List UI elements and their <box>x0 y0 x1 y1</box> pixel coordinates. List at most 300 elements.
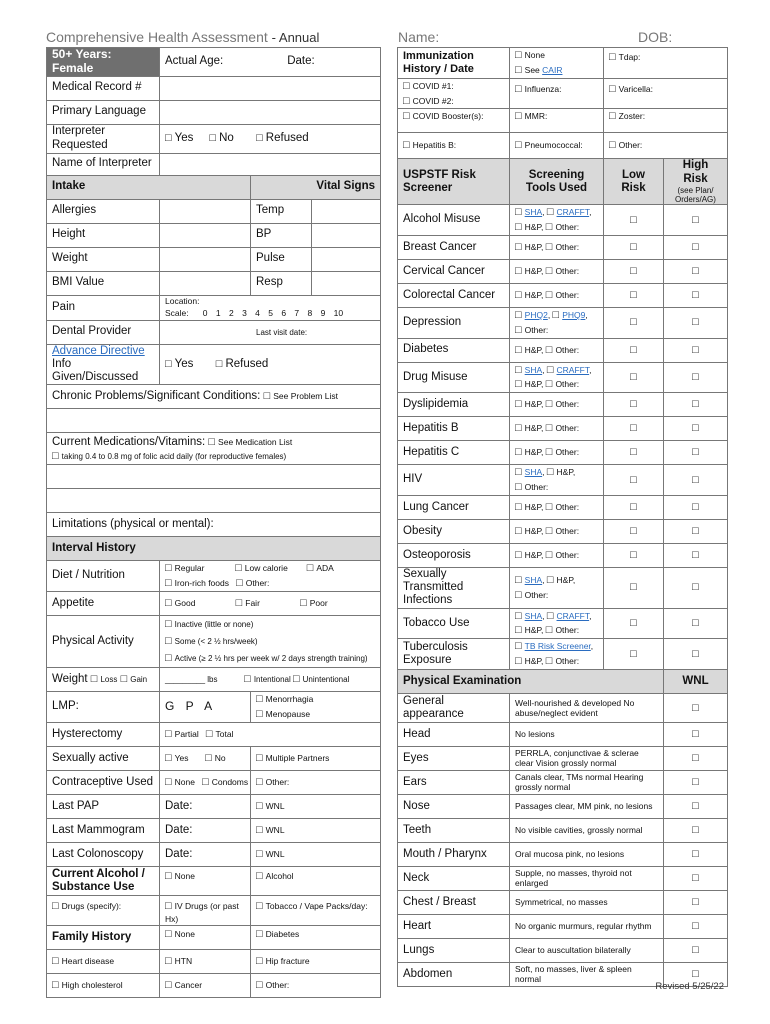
intake-header: Intake <box>47 175 251 199</box>
interpreter-no-checkbox[interactable]: □ No <box>209 132 233 144</box>
high-risk-checkbox[interactable]: □ <box>664 259 728 283</box>
dob-label: DOB: <box>638 29 673 45</box>
hp-checkbox[interactable]: □ H&P, <box>515 550 543 560</box>
exam-wnl-checkbox[interactable]: □ <box>664 938 728 962</box>
exam-row <box>398 890 728 914</box>
interpreter-refused-checkbox[interactable]: □ Refused <box>256 132 309 144</box>
weight-label: Weight <box>47 247 160 271</box>
hp-checkbox[interactable]: □ H&P, <box>515 502 543 512</box>
high-risk-checkbox[interactable]: □ <box>664 639 728 670</box>
imm-see-checkbox[interactable]: □ See <box>515 65 540 75</box>
family-other-cell <box>251 974 381 998</box>
diet-iron-rich-checkbox[interactable]: □ Iron-rich foods <box>165 578 229 588</box>
screening-tools-cell <box>510 235 604 259</box>
temp-field[interactable] <box>312 199 381 223</box>
low-risk-checkbox[interactable]: □ <box>604 519 664 543</box>
chronic-problems-blank[interactable] <box>47 409 381 433</box>
screener-label: Colorectal Cancer <box>398 283 510 307</box>
exam-label: General appearance <box>398 693 510 722</box>
low-risk-header: Low Risk <box>604 159 664 205</box>
diet-ada-checkbox[interactable]: □ ADA <box>307 563 334 573</box>
activity-some-checkbox[interactable]: □ Some (< 2 ½ hrs/week) <box>165 633 375 650</box>
sha-checkbox[interactable] <box>515 365 525 375</box>
high-risk-checkbox[interactable]: □ <box>664 283 728 307</box>
exam-wnl-checkbox[interactable]: □ <box>664 842 728 866</box>
tool-other-checkbox[interactable]: □ Other: <box>546 242 579 252</box>
high-risk-checkbox[interactable]: □ <box>664 393 728 417</box>
exam-wnl-checkbox[interactable]: □ <box>664 746 728 770</box>
contraceptive-options <box>160 770 251 794</box>
exam-wnl-checkbox[interactable]: □ <box>664 794 728 818</box>
lbs-field[interactable]: _________ lbs <box>165 675 218 685</box>
medical-record-field[interactable] <box>160 76 381 100</box>
high-risk-checkbox[interactable]: □ <box>664 567 728 608</box>
sha-checkbox[interactable] <box>515 467 525 477</box>
revised-date: Revised 5/25/22 <box>655 981 724 992</box>
dental-provider-label: Dental Provider <box>47 320 160 344</box>
height-label: Height <box>47 223 160 247</box>
low-risk-checkbox[interactable]: □ <box>604 259 664 283</box>
hp-checkbox[interactable]: □ H&P, <box>515 447 543 457</box>
family-other-checkbox[interactable]: □ Other: <box>256 980 289 990</box>
meds-blank-2[interactable] <box>47 489 381 513</box>
screener-row <box>398 362 728 393</box>
diet-other-checkbox[interactable]: □ Other: <box>236 578 269 588</box>
sha-checkbox[interactable] <box>515 611 525 621</box>
exam-wnl-checkbox[interactable]: □ <box>664 818 728 842</box>
screener-label: Dyslipidemia <box>398 393 510 417</box>
tool-other-checkbox[interactable]: □ Other: <box>546 379 579 389</box>
hp-checkbox[interactable]: □ H&P, <box>547 575 575 585</box>
bmi-label: BMI Value <box>47 271 160 295</box>
weight-change-cell <box>47 668 160 692</box>
high-risk-checkbox[interactable]: □ <box>664 338 728 362</box>
exam-wnl-checkbox[interactable]: □ <box>664 693 728 722</box>
last-pap-date[interactable]: Date: <box>160 794 251 818</box>
varicella-cell <box>604 78 728 109</box>
tool-other-checkbox[interactable]: □ Other: <box>515 590 548 600</box>
sexually-active-no-checkbox[interactable]: □ No <box>205 753 226 763</box>
low-risk-checkbox[interactable]: □ <box>604 417 664 441</box>
low-risk-checkbox[interactable]: □ <box>604 441 664 465</box>
exam-row <box>398 818 728 842</box>
tool-other-checkbox[interactable]: □ Other: <box>546 447 579 457</box>
exam-finding: Passages clear, MM pink, no lesions <box>510 794 664 818</box>
high-risk-checkbox[interactable]: □ <box>664 543 728 567</box>
low-risk-checkbox[interactable]: □ <box>604 283 664 307</box>
meds-blank-1[interactable] <box>47 465 381 489</box>
activity-inactive-checkbox[interactable]: □ Inactive (little or none) <box>165 616 375 633</box>
see-med-list-checkbox[interactable]: □ See Medication List <box>208 437 292 447</box>
cancer-cell <box>160 974 251 998</box>
high-risk-checkbox[interactable]: □ <box>664 608 728 639</box>
crafft-link[interactable]: CRAFFT <box>556 610 590 621</box>
screener-label: Hepatitis B <box>398 417 510 441</box>
pulse-field[interactable] <box>312 247 381 271</box>
crafft-link[interactable]: CRAFFT <box>556 364 590 375</box>
interpreter-yes-checkbox[interactable]: □ Yes <box>165 132 193 144</box>
influenza-cell <box>510 78 604 109</box>
family-diabetes-checkbox[interactable]: □ Diabetes <box>256 929 299 939</box>
form-title <box>46 29 319 45</box>
exam-finding: Soft, no masses, liver & spleen normal <box>510 962 664 986</box>
weight-change-label: Weight <box>52 672 88 685</box>
high-risk-checkbox[interactable]: □ <box>664 441 728 465</box>
screener-row <box>398 417 728 441</box>
screener-row <box>398 338 728 362</box>
low-risk-checkbox[interactable]: □ <box>604 338 664 362</box>
diet-regular-checkbox[interactable]: □ Regular <box>165 563 204 573</box>
drugs-checkbox[interactable]: □ Drugs (specify): <box>52 901 121 911</box>
bmi-field[interactable] <box>160 271 251 295</box>
screener-row <box>398 465 728 496</box>
crafft-checkbox[interactable] <box>547 207 557 217</box>
tool-other-checkbox[interactable]: □ Other: <box>546 345 579 355</box>
pneumococcal-checkbox[interactable]: □ Pneumococcal: <box>515 140 583 150</box>
screener-label: Lung Cancer <box>398 495 510 519</box>
family-diabetes-cell <box>251 926 381 950</box>
interpreter-requested-label: Interpreter Requested <box>47 124 160 153</box>
primary-language-field[interactable] <box>160 100 381 124</box>
weight-field[interactable] <box>160 247 251 271</box>
tool-other-checkbox[interactable]: □ Other: <box>515 325 548 335</box>
exam-label: Nose <box>398 794 510 818</box>
actual-age-label: Actual Age: <box>165 55 224 68</box>
last-colonoscopy-wnl-checkbox[interactable]: □ WNL <box>256 849 285 859</box>
bp-field[interactable] <box>312 223 381 247</box>
exam-label: Lungs <box>398 938 510 962</box>
lmp-label: LMP: <box>47 692 160 723</box>
hp-checkbox[interactable]: □ H&P, <box>515 290 543 300</box>
hp-checkbox[interactable]: □ H&P, <box>515 423 543 433</box>
diet-low-calorie-checkbox[interactable]: □ Low calorie <box>235 563 288 573</box>
screening-tools-cell: □ TB Risk Screener, □ H&P, □ Other: <box>510 639 604 670</box>
tool-other-checkbox[interactable]: □ Other: <box>546 222 579 232</box>
pain-scale-values: 0 1 2 3 4 5 6 7 8 9 10 <box>202 307 344 318</box>
menorrhagia-checkbox[interactable]: □ Menorrhagia <box>256 692 375 707</box>
temp-label: Temp <box>251 199 312 223</box>
hep-b-checkbox[interactable]: □ Hepatitis B: <box>403 140 456 150</box>
covid1-checkbox[interactable]: □ COVID #1: <box>403 79 504 94</box>
high-risk-checkbox[interactable]: □ <box>664 205 728 236</box>
advance-directive-cell <box>47 344 160 385</box>
hp-checkbox[interactable]: □ H&P, <box>515 656 543 666</box>
advance-directive-yes-checkbox[interactable]: □ Yes <box>165 358 193 370</box>
exam-row <box>398 722 728 746</box>
phq2-link[interactable]: PHQ2 <box>524 309 548 320</box>
hp-checkbox[interactable]: □ H&P, <box>515 625 543 635</box>
last-visit-date-label: Last visit date: <box>256 327 308 337</box>
tool-other-checkbox[interactable]: □ Other: <box>546 625 579 635</box>
exam-row <box>398 842 728 866</box>
dental-provider-field[interactable] <box>160 320 381 344</box>
sha-link[interactable]: SHA <box>524 574 543 585</box>
heart-disease-checkbox[interactable]: □ Heart disease <box>52 956 114 966</box>
exam-label: Neck <box>398 866 510 890</box>
current-meds-label: Current Medications/Vitamins: <box>52 436 206 448</box>
last-colonoscopy-date[interactable]: Date: <box>160 842 251 866</box>
last-mammogram-date[interactable]: Date: <box>160 818 251 842</box>
zoster-checkbox[interactable]: □ Zoster: <box>609 111 645 121</box>
last-pap-wnl-checkbox[interactable]: □ WNL <box>256 801 285 811</box>
tdap-checkbox[interactable]: □ Tdap: <box>609 52 640 62</box>
low-risk-checkbox[interactable]: □ <box>604 608 664 639</box>
hp-checkbox[interactable]: □ H&P, <box>515 345 543 355</box>
intentional-checkbox[interactable]: □ Intentional <box>244 675 291 684</box>
screening-tools-cell <box>510 495 604 519</box>
low-risk-checkbox[interactable]: □ <box>604 495 664 519</box>
tool-other-checkbox[interactable]: □ Other: <box>546 526 579 536</box>
gpa-field[interactable] <box>160 692 251 723</box>
exam-wnl-checkbox[interactable]: □ <box>664 722 728 746</box>
exam-finding: Supple, no masses, thyroid not enlarged <box>510 866 664 890</box>
appetite-poor-checkbox[interactable]: □ Poor <box>300 598 328 608</box>
screener-row <box>398 639 728 670</box>
screening-tools-cell <box>510 338 604 362</box>
low-risk-checkbox[interactable]: □ <box>604 307 664 338</box>
phq2-checkbox[interactable] <box>515 310 525 320</box>
actual-age-field[interactable] <box>160 48 381 77</box>
appetite-fair-checkbox[interactable]: □ Fair <box>236 598 260 608</box>
advance-directive-options <box>160 344 381 385</box>
exam-row <box>398 794 728 818</box>
tobacco-checkbox[interactable]: □ Tobacco / Vape Packs/day: <box>256 901 368 911</box>
family-none-cell <box>160 926 251 950</box>
tool-other-checkbox[interactable]: □ Other: <box>546 423 579 433</box>
high-risk-checkbox[interactable]: □ <box>664 362 728 393</box>
tool-other-checkbox[interactable]: □ Other: <box>546 399 579 409</box>
activity-active-checkbox[interactable]: □ Active (≥ 2 ½ hrs per week w/ 2 days strength training) <box>165 650 375 667</box>
sexually-active-options <box>160 746 251 770</box>
folic-acid-checkbox[interactable]: □ taking 0.4 to 0.8 mg of folic acid daily (for reproductive females) <box>52 452 286 461</box>
imm-other-checkbox[interactable]: □ Other: <box>609 140 642 150</box>
htn-checkbox[interactable]: □ HTN <box>165 956 192 966</box>
location-label: Location: <box>165 296 200 307</box>
limitations-row[interactable]: Limitations (physical or mental): <box>47 513 381 537</box>
varicella-checkbox[interactable]: □ Varicella: <box>609 84 653 94</box>
lmp-options <box>251 692 381 723</box>
covid-cell <box>398 78 510 109</box>
exam-finding: No visible cavities, grossly normal <box>510 818 664 842</box>
screener-row <box>398 393 728 417</box>
title-text: Comprehensive Health Assessment <box>46 29 268 45</box>
name-label: Name: <box>398 29 440 45</box>
multiple-partners-cell <box>251 746 381 770</box>
hysterectomy-partial-checkbox[interactable]: □ Partial <box>165 729 199 739</box>
exam-wnl-checkbox[interactable]: □ <box>664 770 728 794</box>
imm-other-cell <box>604 133 728 159</box>
allergies-field[interactable] <box>160 199 251 223</box>
resp-label: Resp <box>251 271 312 295</box>
last-colonoscopy-wnl-cell <box>251 842 381 866</box>
sha-checkbox[interactable] <box>515 575 525 585</box>
immunization-header: Immunization History / Date <box>398 48 510 79</box>
cair-link[interactable]: CAIR <box>542 64 563 75</box>
pulse-label: Pulse <box>251 247 312 271</box>
hep-b-cell <box>398 133 510 159</box>
resp-field[interactable] <box>312 271 381 295</box>
exam-label: Eyes <box>398 746 510 770</box>
alcohol-checkbox[interactable]: □ Alcohol <box>256 871 294 881</box>
sha-checkbox[interactable] <box>515 207 525 217</box>
pain-label: Pain <box>47 295 160 320</box>
screener-row <box>398 608 728 639</box>
screener-row <box>398 259 728 283</box>
high-risk-checkbox[interactable]: □ <box>664 519 728 543</box>
phq9-link[interactable]: PHQ9 <box>562 309 586 320</box>
screener-label: Drug Misuse <box>398 362 510 393</box>
exam-wnl-checkbox[interactable]: □ <box>664 866 728 890</box>
exam-finding: Canals clear, TMs normal Hearing grossly normal <box>510 770 664 794</box>
advance-directive-link[interactable]: Advance Directive <box>52 344 145 357</box>
screener-row <box>398 205 728 236</box>
high-risk-checkbox[interactable]: □ <box>664 307 728 338</box>
screening-tools-cell: □ SHA, □ CRAFFT, □ H&P, □ Other: <box>510 362 604 393</box>
hp-checkbox[interactable]: □ H&P, <box>515 399 543 409</box>
exam-wnl-checkbox[interactable]: □ <box>664 914 728 938</box>
hp-checkbox[interactable]: □ H&P, <box>515 242 543 252</box>
diet-options <box>160 561 381 592</box>
hp-checkbox[interactable]: □ H&P, <box>515 222 543 232</box>
allergies-label: Allergies <box>47 199 160 223</box>
screener-label: Tuberculosis Exposure <box>398 639 510 670</box>
crafft-checkbox[interactable] <box>547 611 557 621</box>
tool-other-checkbox[interactable]: □ Other: <box>515 482 548 492</box>
contraceptive-none-checkbox[interactable]: □ None <box>165 777 195 787</box>
screener-row <box>398 567 728 608</box>
age-group-header: 50+ Years: Female <box>47 48 160 77</box>
screener-label: Depression <box>398 307 510 338</box>
screener-label: Obesity <box>398 519 510 543</box>
high-risk-checkbox[interactable]: □ <box>664 465 728 496</box>
tool-other-checkbox[interactable]: □ Other: <box>546 502 579 512</box>
sha-link[interactable]: SHA <box>524 610 543 621</box>
height-field[interactable] <box>160 223 251 247</box>
low-risk-checkbox[interactable]: □ <box>604 362 664 393</box>
weight-change-options <box>160 668 381 692</box>
weight-loss-checkbox[interactable]: □ Loss <box>91 675 118 684</box>
last-pap-wnl-cell <box>251 794 381 818</box>
family-none-checkbox[interactable]: □ None <box>165 929 195 939</box>
hysterectomy-total-checkbox[interactable]: □ Total <box>206 729 234 739</box>
crafft-checkbox[interactable] <box>547 365 557 375</box>
tool-other-checkbox[interactable]: □ Other: <box>546 266 579 276</box>
tb-screener-link[interactable]: TB Risk Screener <box>524 641 591 652</box>
mmr-checkbox[interactable]: □ MMR: <box>515 111 547 121</box>
tool-other-checkbox[interactable]: □ Other: <box>546 290 579 300</box>
screener-row <box>398 441 728 465</box>
sha-link[interactable]: SHA <box>524 467 543 478</box>
pneumococcal-cell <box>510 133 604 159</box>
high-risk-checkbox[interactable]: □ <box>664 495 728 519</box>
mmr-cell <box>510 109 604 133</box>
hip-fracture-checkbox[interactable]: □ Hip fracture <box>256 956 310 966</box>
advance-directive-refused-checkbox[interactable]: □ Refused <box>216 358 269 370</box>
crafft-link[interactable]: CRAFFT <box>556 207 590 218</box>
family-history-header: Family History <box>47 926 160 950</box>
menopause-checkbox[interactable]: □ Menopause <box>256 707 375 722</box>
multiple-partners-checkbox[interactable]: □ Multiple Partners <box>256 753 329 763</box>
exam-wnl-checkbox[interactable]: □ <box>664 962 728 986</box>
last-pap-label: Last PAP <box>47 794 160 818</box>
current-meds-row[interactable] <box>47 433 381 465</box>
chronic-problems-row[interactable] <box>47 385 381 409</box>
exam-wnl-checkbox[interactable]: □ <box>664 890 728 914</box>
exam-finding: Oral mucosa pink, no lesions <box>510 842 664 866</box>
covid-booster-checkbox[interactable]: □ COVID Booster(s): <box>403 111 484 121</box>
weight-gain-checkbox[interactable]: □ Gain <box>121 675 148 684</box>
hp-checkbox[interactable]: □ H&P, <box>515 379 543 389</box>
exam-label: Head <box>398 722 510 746</box>
see-problem-list-checkbox[interactable]: □ See Problem List <box>264 391 338 401</box>
imm-none-checkbox[interactable]: □ None <box>515 48 598 63</box>
low-risk-checkbox[interactable]: □ <box>604 567 664 608</box>
pain-field[interactable] <box>160 295 381 320</box>
low-risk-checkbox[interactable]: □ <box>604 465 664 496</box>
last-mammogram-label: Last Mammogram <box>47 818 160 842</box>
phq9-checkbox[interactable] <box>553 310 563 320</box>
appetite-good-checkbox[interactable]: □ Good <box>165 598 195 608</box>
screener-label: Breast Cancer <box>398 235 510 259</box>
low-risk-checkbox[interactable]: □ <box>604 235 664 259</box>
hp-checkbox[interactable]: □ H&P, <box>547 467 575 477</box>
high-risk-checkbox[interactable]: □ <box>664 417 728 441</box>
high-risk-checkbox[interactable]: □ <box>664 235 728 259</box>
low-risk-checkbox[interactable]: □ <box>604 393 664 417</box>
high-risk-label: High Risk <box>682 159 709 185</box>
exam-row <box>398 866 728 890</box>
screening-tools-header: Screening Tools Used <box>510 159 604 205</box>
low-risk-checkbox[interactable]: □ <box>604 639 664 670</box>
sha-link[interactable]: SHA <box>524 207 543 218</box>
name-of-interpreter-field[interactable] <box>160 153 381 175</box>
sexually-active-label: Sexually active <box>47 746 160 770</box>
scale-label: Scale: <box>165 307 189 318</box>
low-risk-checkbox[interactable]: □ <box>604 543 664 567</box>
high-risk-sub-label: (see Plan/ Orders/AG) <box>675 185 716 204</box>
tool-other-checkbox[interactable]: □ Other: <box>546 656 579 666</box>
screener-row <box>398 543 728 567</box>
hp-checkbox[interactable]: □ H&P, <box>515 526 543 536</box>
unintentional-checkbox[interactable]: □ Unintentional <box>293 675 349 684</box>
tool-other-checkbox[interactable]: □ Other: <box>546 550 579 560</box>
tb-checkbox[interactable] <box>515 641 525 651</box>
screener-row <box>398 235 728 259</box>
exam-label: Ears <box>398 770 510 794</box>
last-mammogram-wnl-checkbox[interactable]: □ WNL <box>256 825 285 835</box>
influenza-checkbox[interactable]: □ Influenza: <box>515 84 562 94</box>
screening-tools-cell: □ SHA, □ H&P, □ Other: <box>510 567 604 608</box>
exam-row <box>398 914 728 938</box>
high-cholesterol-cell <box>47 974 160 998</box>
hp-checkbox[interactable]: □ H&P, <box>515 266 543 276</box>
low-risk-checkbox[interactable]: □ <box>604 205 664 236</box>
sha-link[interactable]: SHA <box>524 364 543 375</box>
contraceptive-condoms-checkbox[interactable]: □ Condoms <box>202 777 248 787</box>
alcohol-none-checkbox[interactable]: □ None <box>165 871 195 881</box>
hysterectomy-label: Hysterectomy <box>47 722 160 746</box>
cancer-checkbox[interactable]: □ Cancer <box>165 980 202 990</box>
high-cholesterol-checkbox[interactable]: □ High cholesterol <box>52 980 123 990</box>
contraceptive-other-checkbox[interactable]: □ Other: <box>256 777 289 787</box>
physical-exam-header-row <box>398 669 728 693</box>
primary-language-label: Primary Language <box>47 100 160 124</box>
sexually-active-yes-checkbox[interactable]: □ Yes <box>165 753 189 763</box>
screener-row <box>398 519 728 543</box>
covid2-checkbox[interactable]: □ COVID #2: <box>403 94 504 109</box>
iv-drugs-checkbox[interactable]: □ IV Drugs (or past Hx) <box>165 901 239 924</box>
date-label: Date: <box>287 55 315 68</box>
